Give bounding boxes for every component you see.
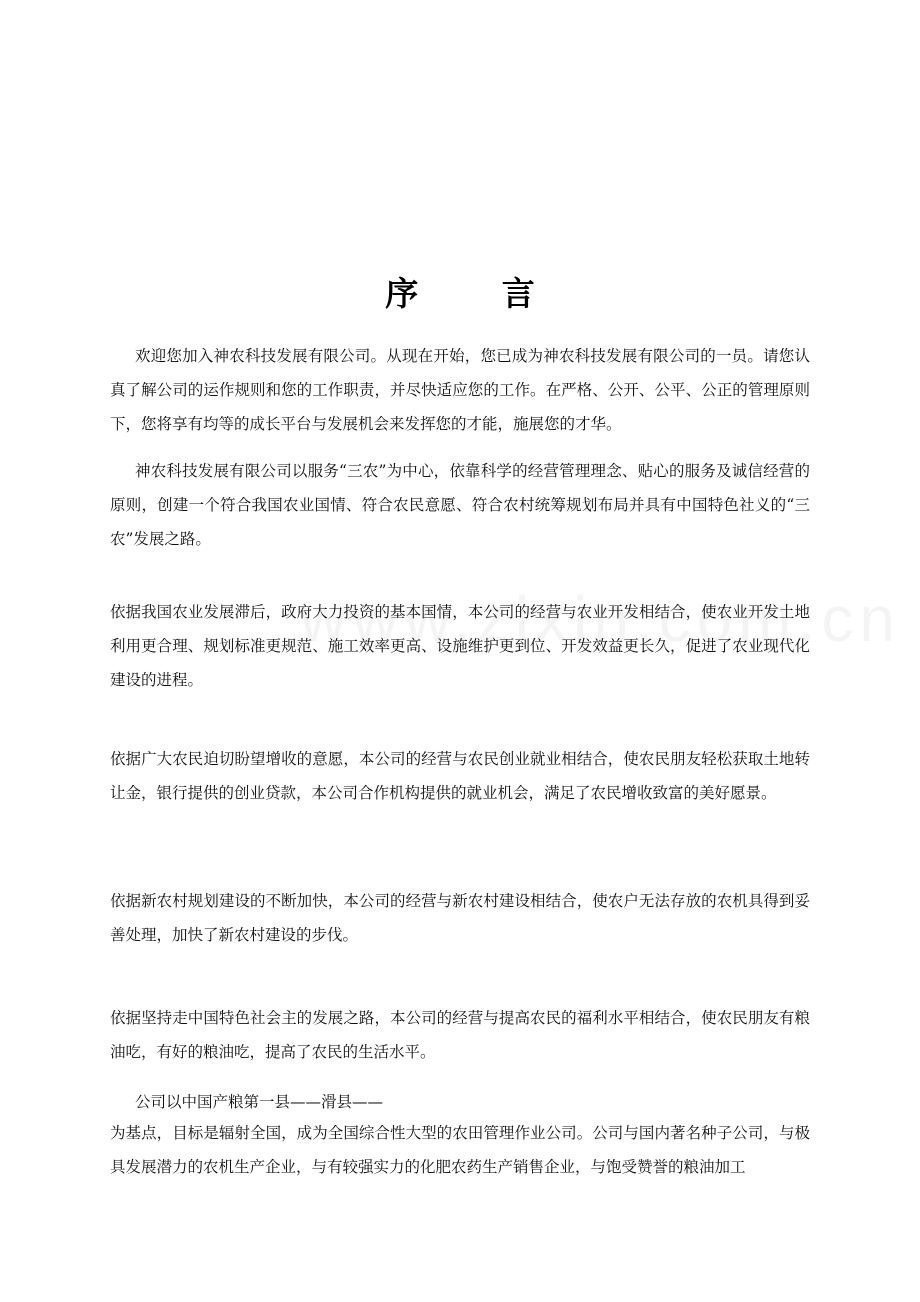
paragraph-welfare: 依据坚持走中国特色社会主的发展之路，本公司的经营与提高农民的福利水平相结合，使农民朋友有粮油吃，有好的粮油吃，提高了农民的生活水平。 <box>110 1009 810 1061</box>
paragraph-welcome: 欢迎您加入神农科技发展有限公司。从现在开始，您已成为神农科技发展有限公司的一员。请您认真了解公司的运作规则和您的工作职责，并尽快适应您的工作。在严格、公开、公平、公正的管理原则下，您将享有均等的成长平台与发展机会来发挥您的才能，施展您的才华。 <box>110 347 810 433</box>
paragraph-mission: 神农科技发展有限公司以服务“三农”为中心，依靠科学的经营管理理念、贴心的服务及诚信经营的原则，创建一个符合我国农业国情、符合农民意愿、符合农村统筹规划布局并具有中国特色社义的“三农”发展之路。 <box>110 462 810 548</box>
paragraph-farmer-income: 依据广大农民迫切盼望增收的意愿，本公司的经营与农民创业就业相结合，使农民朋友轻松获取土地转让金，银行提供的创业贷款，本公司合作机构提供的就业机会，满足了农民增收致富的美好愿景。 <box>110 750 810 802</box>
page-title: 序 言 <box>385 274 571 313</box>
paragraph-new-countryside: 依据新农村规划建设的不断加快，本公司的经营与新农村建设相结合，使农户无法存放的农机具得到妥善处理，加快了新农村建设的步伐。 <box>110 892 810 944</box>
paragraph-agri-development: 依据我国农业发展滞后，政府大力投资的基本国情，本公司的经营与农业开发相结合，使农业开发土地利用更合理、规划标准更规范、施工效率更高、设施维护更到位、开发效益更长久，促进了农业现代化建设的进程。 <box>110 603 810 689</box>
paragraph-base-goal: 为基点，目标是辐射全国，成为全国综合性大型的农田管理作业公司。公司与国内著名种子公司，与极具发展潜力的农机生产企业，与有较强实力的化肥农药生产销售企业，与饱受赞誉的粮油加工 <box>110 1124 810 1176</box>
paragraph-base-intro: 公司以中国产粮第一县——滑县—— <box>135 1093 384 1111</box>
